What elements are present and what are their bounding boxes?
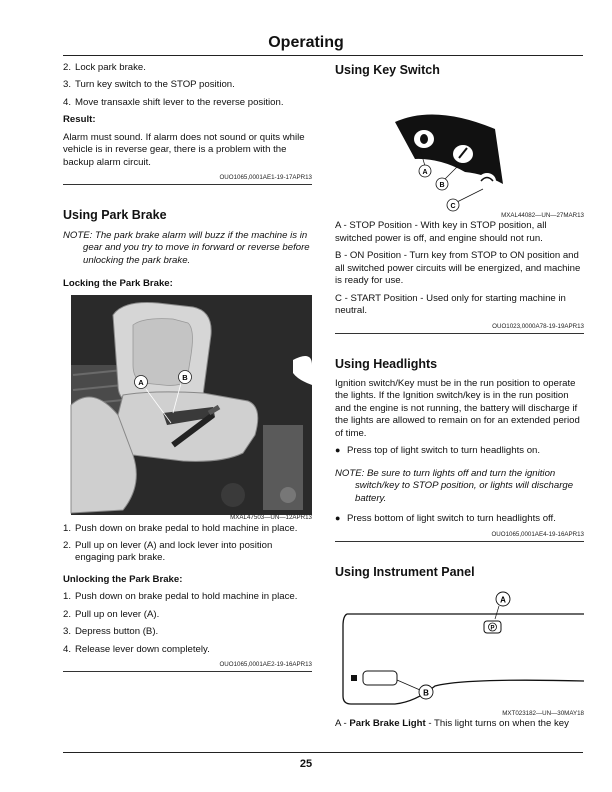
photo-caption: MXAL47503—UN—12APR13 [230,514,312,522]
svg-text:P: P [490,625,495,632]
section-heading-instrument-panel: Using Instrument Panel [335,564,475,579]
bullet-icon: ● [335,513,341,524]
reference-code: OUO1065,0001AE4-19-16APR13 [335,531,584,542]
figure-label-a: A [500,595,506,605]
key-start-icon [478,173,496,189]
list-item: 2. Lock park brake. [63,62,146,73]
left-column [63,62,312,672]
key-stop-icon [414,130,434,148]
reference-code: OUO1023,0000A78-19-19APR13 [335,323,584,334]
list-item: 1. Push down on brake pedal to hold machine in place. [63,591,298,603]
key-on-description: B - ON Position - Turn key from STOP to ON position and all switched power circuits will be energized, and machine is ready for use. [335,250,581,287]
key-switch-figure [335,84,584,214]
headlights-body: Ignition switch/Key must be in the run position to operate the lights. If the Ignition switch/key is in the run position and the engine is not running, the battery will discharge if the lights are allowed to remain on for an extended period of time. [335,377,580,439]
list-item: ● Press top of light switch to turn headlights on. [335,445,541,457]
list-item: 1. Push down on brake pedal to hold machine in place. [63,522,298,534]
figure-label-c: C [450,203,456,211]
key-stop-description: A - STOP Position - With key in STOP position, all switched power is off, and engine should not run. [335,220,547,244]
list-item: 2. Pull up on lever (A) and lock lever into position engaging park brake. [63,540,273,564]
result-label: Result: [63,114,96,126]
section-heading-headlights: Using Headlights [335,356,438,371]
bullet-icon: ● [335,445,341,456]
right-column [335,62,584,735]
key-start-description: C - START Position - Used only for starting machine in neutral. [335,292,566,317]
list-item: 3. Depress button (B). [63,626,159,638]
page-title: Operating [268,34,344,51]
photo-label-a: A [138,378,144,388]
unlocking-label: Unlocking the Park Brake: [63,573,183,585]
footer-rule [63,752,583,753]
section-heading-key-switch: Using Key Switch [335,63,440,77]
section-heading-park-brake: Using Park Brake [63,208,167,223]
page-number: 25 [299,758,313,770]
figure-label-b: B [423,688,429,698]
locking-label: Locking the Park Brake: [63,278,173,289]
list-item: 2. Pull up on lever (A). [63,608,160,620]
figure-caption: MXT023182—UN—30MAY18 [502,709,584,717]
header-rule [63,55,583,56]
park-brake-light-description: A - Park Brake Light - This light turns on when the key [335,717,569,729]
figure-label-a: A [422,169,428,177]
figure-caption: MXAL44082—UN—27MAR13 [501,212,584,220]
result-text: Alarm must sound. If alarm does not sound or quits while vehicle is in reverse gear, there is a problem with the backup alarm circuit. [63,131,305,168]
list-item: ● Press bottom of light switch to turn headlights off. [335,513,556,525]
reference-code: OUO1065,0001AE1-19-17APR13 [63,174,312,185]
figure-label-b: B [439,182,445,190]
park-brake-light-icon [484,621,501,633]
list-item: 3. Turn key switch to the STOP position. [63,79,235,91]
list-item: 4. Move transaxle shift lever to the reverse position. [63,96,284,108]
list-item: 4. Release lever down completely. [63,643,210,655]
battery-indicator-icon [351,675,357,681]
park-brake-photo [63,295,312,515]
reference-code: OUO1065,0001AE2-19-16APR13 [63,661,312,672]
headlights-note: NOTE: Be sure to turn lights off and turn the ignition switch/key to STOP position, or lights will discharge battery. [335,467,574,504]
park-brake-note: NOTE: The park brake alarm will buzz if the machine is in gear and you try to move in forward or reverse before unlocking the park brake. [63,229,310,266]
photo-label-b: B [182,373,188,383]
instrument-panel-figure [335,586,584,712]
key-on-icon [453,145,473,163]
